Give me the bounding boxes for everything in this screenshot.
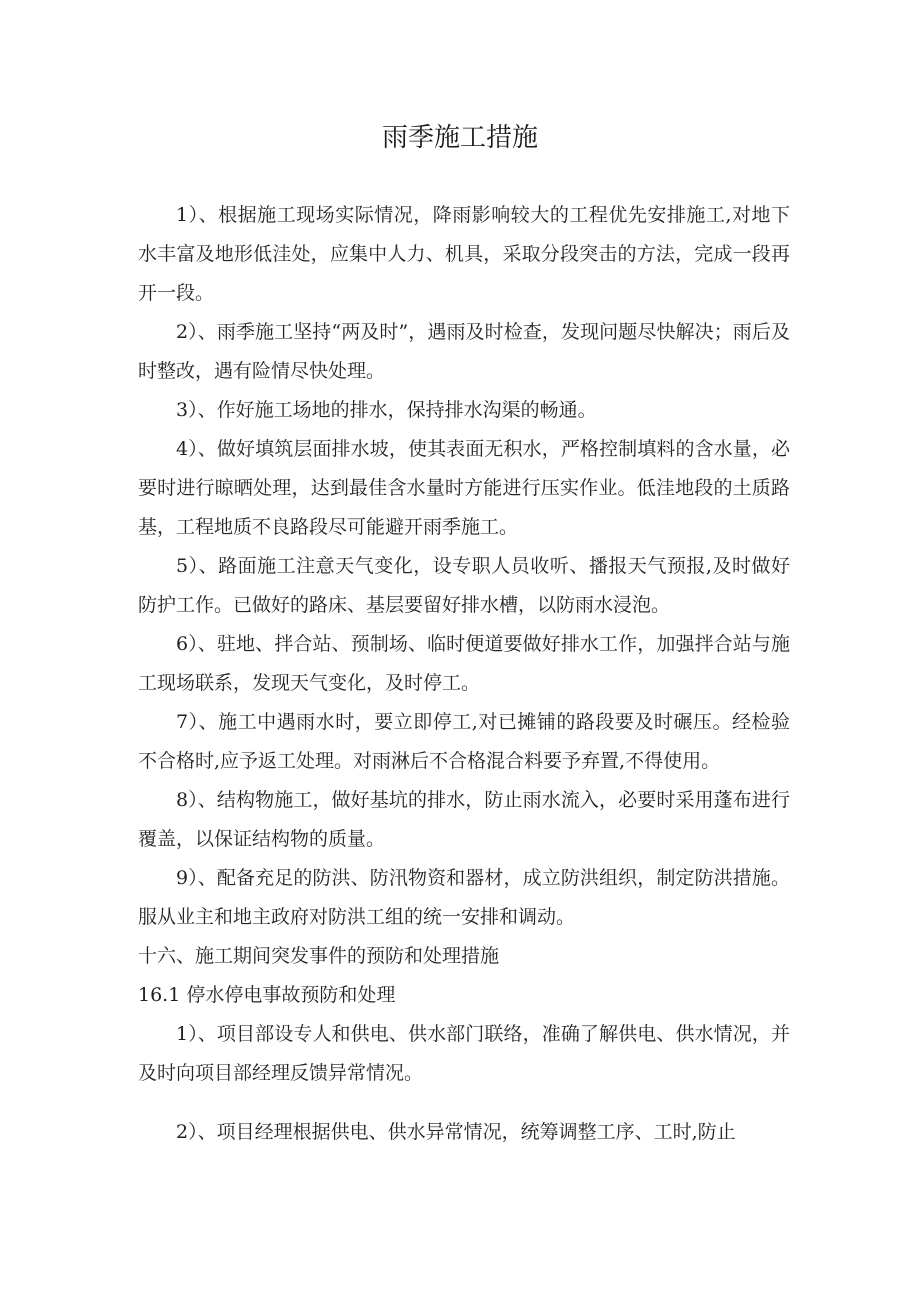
sub-paragraph-1: 1）、项目部设专人和供电、供水部门联络，准确了解供电、供水情况，并及时向项目部经理反馈异常情况。 (138, 1023, 790, 1084)
paragraph-9: 9）、配备充足的防洪、防汛物资和器材，成立防洪组织，制定防洪措施。服从业主和地主政府对防洪工组的统一安排和调动。 (138, 867, 790, 928)
document-body (138, 196, 790, 1152)
paragraph-7: 7）、施工中遇雨水时，要立即停工,对已摊铺的路段要及时碾压。经检验不合格时,应予返工处理。对雨淋后不合格混合料要予弃置,不得使用。 (138, 711, 790, 772)
paragraph-6: 6）、驻地、拌合站、预制场、临时便道要做好排水工作，加强拌合站与施工现场联系，发现天气变化，及时停工。 (138, 633, 790, 694)
paragraph-3: 3）、作好施工场地的排水，保持排水沟渠的畅通。 (176, 399, 597, 421)
section-heading: 十六、施工期间突发事件的预防和处理措施 (138, 945, 500, 967)
document-title: 雨季施工措施 (381, 123, 538, 153)
paragraph-8: 8）、结构物施工，做好基坑的排水，防止雨水流入，必要时采用蓬布进行覆盖，以保证结构物的质量。 (138, 789, 790, 850)
paragraph-4: 4）、做好填筑层面排水坡，使其表面无积水，严格控制填料的含水量，必要时进行晾晒处理，达到最佳含水量时方能进行压实作业。低洼地段的土质路基，工程地质不良路段尽可能避开雨季施工。 (138, 438, 790, 538)
sub-paragraph-2: 2）、项目经理根据供电、供水异常情况，统筹调整工序、工时,防止 (176, 1121, 736, 1143)
paragraph-2: 2）、雨季施工坚持“两及时”，遇雨及时检查，发现问题尽快解决；雨后及时整改，遇有险情尽快处理。 (138, 321, 790, 382)
paragraph-1: 1）、根据施工现场实际情况，降雨影响较大的工程优先安排施工,对地下水丰富及地形低洼处，应集中人力、机具，采取分段突击的方法，完成一段再开一段。 (138, 204, 790, 304)
subsection-heading: 16.1 停水停电事故预防和处理 (138, 984, 396, 1006)
paragraph-5: 5）、路面施工注意天气变化，设专职人员收听、播报天气预报,及时做好防护工作。已做好的路床、基层要留好排水槽，以防雨水浸泡。 (138, 555, 790, 616)
